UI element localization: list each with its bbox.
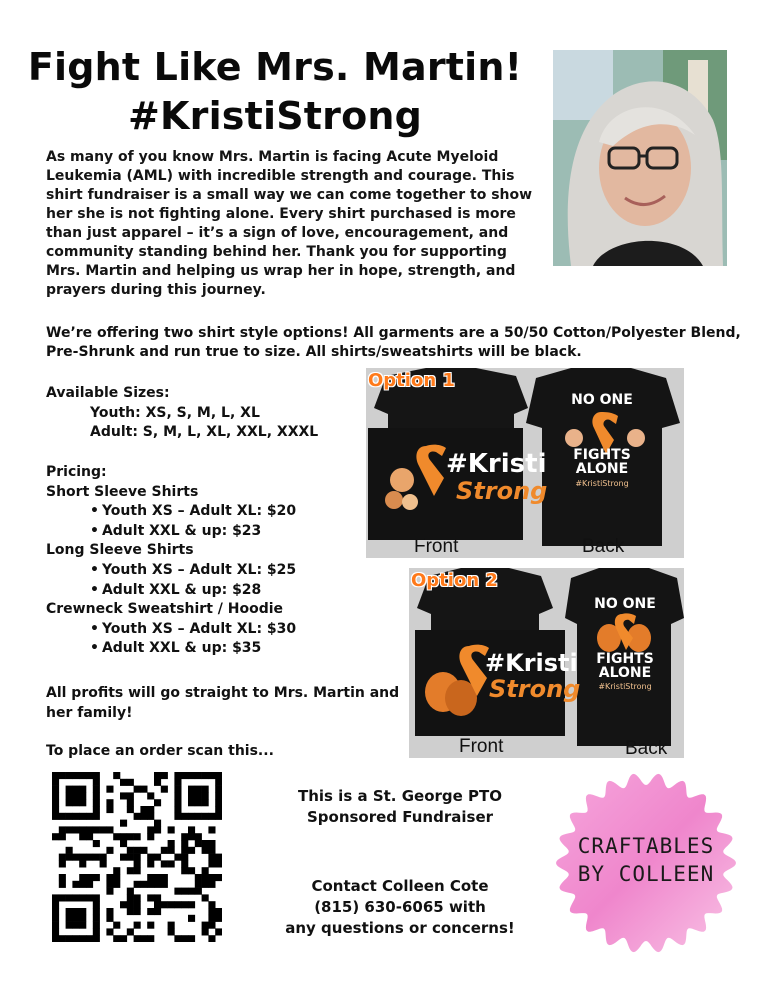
intro-paragraph: As many of you know Mrs. Martin is facing Acute Myeloid Leukemia (AML) with incredible strength and courage. This shirt fundraiser is a small way we can come together to show her she is not fighting alone. Every shirt purchased is more than just apparel – it’s a sign of love, encouragement, and community standing behind her. Thank you for supporting Mrs. Martin and helping us wrap her in hope, strength, and prayers during this journey. (46, 149, 533, 298)
garment-info: We’re offering two shirt style options! All garments are a 50/50 Cotton/Polyester Blend, Pre-Shrunk and run true to size. All shirts/sweatshirts will be black. (46, 325, 741, 360)
option1-back-print-line2: FIGHTS (573, 447, 631, 463)
option2-back-print-line2: FIGHTS (596, 651, 654, 667)
pricing-group-sweatshirt: Crewneck Sweatshirt / Hoodie (46, 601, 284, 618)
price-item: • Adult XXL & up: $35 (46, 639, 296, 659)
price-item: • Adult XXL & up: $23 (46, 522, 296, 542)
option1-front-caption: Front (414, 536, 459, 557)
contact-info (250, 876, 550, 939)
pricing-section (46, 463, 296, 659)
craftables-logo (553, 770, 739, 956)
option2-back-caption: Back (625, 738, 668, 758)
logo-line1: CRAFTABLES (577, 834, 715, 858)
option2-back-print-line3: ALONE (598, 665, 652, 681)
option1-panel (366, 368, 684, 558)
sponsor-note (260, 786, 540, 828)
sponsor-line1: This is a St. George PTO (297, 787, 503, 805)
order-qr-code[interactable] (52, 772, 222, 942)
profits-note: All profits will go straight to Mrs. Martin and her family! (46, 685, 400, 721)
pricing-heading: Pricing: (46, 464, 107, 480)
option2-front-print-strong: Strong (489, 675, 581, 703)
sponsor-line2: Sponsored Fundraiser (306, 808, 494, 826)
option1-back-caption: Back (582, 536, 625, 557)
page-title: Fight Like Mrs. Martin! (27, 45, 523, 89)
logo-line2: BY COLLEEN (577, 862, 715, 886)
contact-phone: (815) 630-6065 with (314, 898, 486, 916)
price-item: • Youth XS – Adult XL: $25 (46, 561, 296, 581)
adult-sizes: Adult: S, M, L, XL, XXL, XXXL (90, 424, 319, 441)
portrait-photo (553, 50, 727, 266)
option2-panel (409, 568, 684, 758)
option2-front-caption: Front (459, 736, 504, 757)
option1-front-print: #Kristi (446, 449, 547, 479)
sizes-heading: Available Sizes: (46, 385, 170, 401)
order-instruction: To place an order scan this... (46, 743, 274, 759)
option2-front-print: #Kristi (485, 649, 578, 677)
option2-back-print-line4: #KristiStrong (598, 682, 652, 691)
option1-tag: Option 1 (368, 370, 455, 391)
option1-front-print-strong: Strong (456, 477, 548, 505)
contact-line1: Contact Colleen Cote (311, 877, 489, 895)
pricing-group-long-sleeve: Long Sleeve Shirts (46, 542, 194, 559)
page-subtitle-hashtag: #KristiStrong (127, 94, 423, 138)
pricing-group-short-sleeve: Short Sleeve Shirts (46, 483, 199, 500)
option2-tag: Option 2 (411, 570, 498, 591)
price-item: • Youth XS – Adult XL: $30 (46, 620, 296, 640)
contact-line3: any questions or concerns! (285, 919, 515, 937)
price-item: • Adult XXL & up: $28 (46, 581, 296, 601)
youth-sizes: Youth: XS, S, M, L, XL (90, 404, 260, 421)
sizes-section (46, 384, 318, 443)
option1-back-print-line1: NO ONE (571, 392, 633, 408)
price-item: • Youth XS – Adult XL: $20 (46, 502, 296, 522)
option1-back-print-line3: ALONE (575, 461, 629, 477)
option1-back-print-line4: #KristiStrong (575, 479, 629, 488)
option2-back-print-line1: NO ONE (594, 596, 656, 612)
